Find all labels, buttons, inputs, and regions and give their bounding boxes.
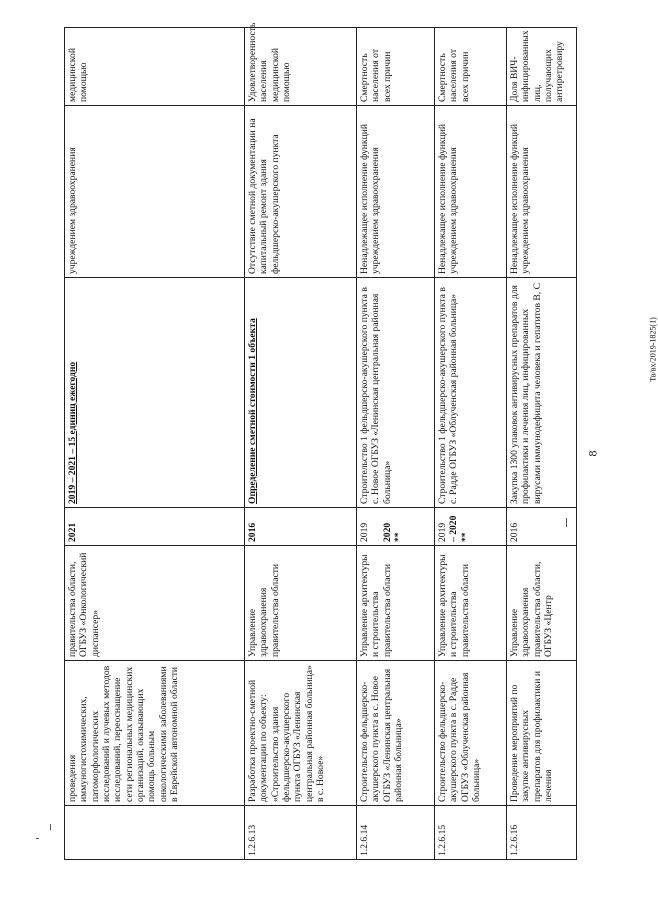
row-number: 1.2.6.15 [435,806,507,860]
year-value: 2016 [247,522,258,542]
executor-cell: Управление архитектуры и строительства правительства области [435,546,507,661]
consequence-cell: Ненадлежащее исполнение функций учреждением здравоохранения [435,106,507,278]
table-row [245,28,357,860]
indicator-link-cell: медицинской помощью [65,28,245,106]
measures-table [64,22,577,860]
table-row [357,28,435,860]
activity-cell: Разработка проектно-сметной документации по объекту: «Строительство здания фельдшерско-акушерского пункта ОГБУЗ «Ленинская центральная районная больница» в с. Новое» [245,661,357,806]
row-number: 1.2.6.14 [357,806,435,860]
result-cell [245,278,357,508]
activity-cell: Строительство фельдшерско-акушерского пункта в с. Новое ОГБУЗ «Ленинская центральная районная больница» [357,661,435,806]
result-text: 2019 – 2021 – 15 единиц ежегодно [67,361,78,504]
row-number [65,806,245,860]
consequence-cell: Ненадлежащее исполнение функций учреждением здравоохранения [507,106,577,278]
result-cell: Закупка 1300 упаковок антивирусных препаратов для профилактики и лечения лиц, инфицированных вирусами иммунодефицита человека и гепатитов В, С [507,278,577,508]
indicator-link-cell: Смертность населения от всех причин [435,28,507,106]
result-cell: Строительство 1 фельдшерско-акушерского пункта в с. Новое ОГБУЗ «Ленинская центральная районная больница» [357,278,435,508]
consequence-cell: учреждением здравоохранения [65,106,245,278]
result-text: Определение сметной стоимости 1 объекта [247,318,258,504]
year-cell [357,508,435,546]
indicator-link-cell: Удовлетворенность населения медицинской помощью [245,28,357,106]
rotated-table-container [64,22,576,860]
year-value: 2019 [359,522,370,542]
table-row [65,28,245,860]
table-row [435,28,507,860]
indicator-link-cell: Доля ВИЧ-инфицированных лиц, получающих антиретровиру [507,28,577,106]
year-end-value: 2020 ** [381,522,404,542]
activity-cell: проведения иммуногистохимических, патоморфологических исследований и лучевых методов исследований, переоснащение сети региональных медицинских организаций, оказывающих помощь больным онкологическими заболеваниями в Еврейской автономной области [65,661,245,806]
document-code: Тв/вх/2019-1825(1) [648,317,658,382]
row-number: 1.2.6.16 [507,806,577,860]
indicator-link-cell: Смертность населения от всех причин [357,28,435,106]
consequence-cell: Ненадлежащее исполнение функций учреждением здравоохранения [357,106,435,278]
year-end-value: – 2020 ** [448,515,471,542]
year-value: 2021 [67,522,78,542]
result-cell [65,278,245,508]
executor-cell: Управление архитектуры и строительства правительства области [357,546,435,661]
page-number: 8 [585,450,600,457]
table-row [507,28,577,860]
scan-mark [50,824,51,830]
year-cell [435,508,507,546]
scan-mark [566,518,567,527]
consequence-cell: Отсутствие сметной документации на капитальный ремонт здания фельдшерско-акушерского пункта [245,106,357,278]
scan-mark [36,838,39,839]
row-number: 1.2.6.13 [245,806,357,860]
result-cell: Строительство 1 фельдшерско-акушерского пункта в с. Радде ОГБУЗ «Облученская районная больница» [435,278,507,508]
year-value: 2019 [437,522,448,542]
activity-cell: Проведение мероприятий по закупке антивирусных препаратов для профилактики и лечения [507,661,577,806]
executor-cell: правительства области, ОГБУЗ «Онкологический диспансер» [65,546,245,661]
year-cell [245,508,357,546]
activity-cell: Строительство фельдшерско-акушерского пункта в с. Радде ОГБУЗ «Облученская районная больница» [435,661,507,806]
year-cell [65,508,245,546]
executor-cell: Управление здравоохранения правительства области [245,546,357,661]
year-value: 2016 [509,522,520,542]
executor-cell: Управление здравоохранения правительства области, ОГБУЗ «Центр [507,546,577,661]
